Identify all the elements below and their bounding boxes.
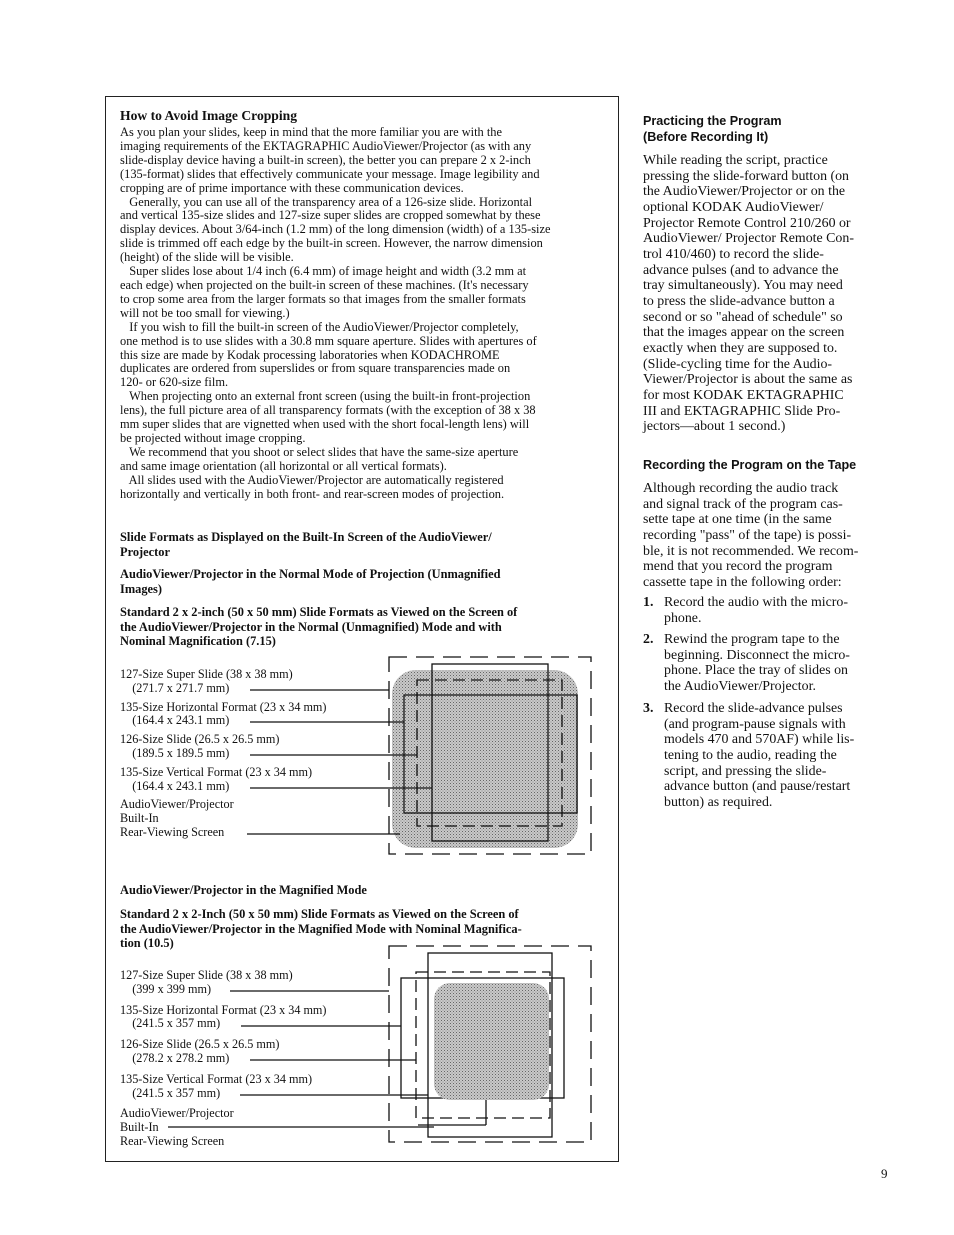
step-line: models 470 and 570AF) while lis- — [664, 732, 855, 748]
paragraph-line: be projected without image cropping. — [120, 430, 306, 445]
title-line: Projector — [120, 544, 170, 559]
paragraph-line: As you plan your slides, keep in mind that the more familiar you are with the — [120, 125, 502, 139]
paragraph-line: ble, it is not recommended. We recom- — [643, 543, 859, 559]
paragraph-line: recording "pass" of the tape) is possi- — [643, 527, 852, 543]
diagram-label: 127-Size Super Slide (38 x 38 mm) — [120, 968, 293, 982]
diagram-label: (241.5 x 357 mm) — [120, 1085, 221, 1100]
step-text — [664, 701, 894, 811]
paragraph-line: slide is trimmed off each edge by the built-in screen. However, the narrow dimension — [120, 236, 543, 251]
diagram-label: (189.5 x 189.5 mm) — [120, 745, 230, 760]
paragraph-line: one method is to use slides with a 30.8 mm square aperture. Slides with apertures of — [120, 333, 537, 348]
diagram-label: 126-Size Slide (26.5 x 26.5 mm) — [120, 1037, 280, 1052]
paragraph-line: jectors—about 1 second.) — [643, 419, 786, 435]
diagram-label: 135-Size Horizontal Format (23 x 34 mm) — [120, 699, 327, 714]
step-line: tening to the audio, reading the — [664, 747, 837, 763]
paragraph-line: cassette tape in the following order: — [643, 574, 842, 590]
step-line: Record the audio with the micro- — [664, 595, 848, 610]
diagram-label: 135-Size Horizontal Format (23 x 34 mm) — [120, 1002, 327, 1017]
paragraph-line: (height) of the slide will be visible. — [120, 250, 294, 265]
paragraph-line: 120- or 620-size film. — [120, 375, 229, 390]
page-number: 9 — [881, 1166, 888, 1181]
caption-line: Standard 2 x 2-Inch (50 x 50 mm) Slide Formats as Viewed on the Screen of — [120, 907, 519, 921]
heading-line: Practicing the Program — [643, 114, 782, 128]
recording-program-heading: Recording the Program on the Tape — [643, 458, 857, 472]
paragraph-line: that the images appear on the screen — [643, 325, 845, 341]
step-line: (and program-pause signals with — [664, 716, 846, 732]
caption-line: Nominal Magnification (7.15) — [120, 634, 276, 648]
title-line: AudioViewer/Projector in the Normal Mode of Projection (Unmagnified — [120, 567, 501, 581]
paragraph-line: pressing the slide-forward button (on — [643, 168, 849, 184]
paragraph-line: horizontally and vertically in both front- and rear-screen modes of projection. — [120, 486, 505, 501]
diagram-label: 127-Size Super Slide (38 x 38 mm) — [120, 667, 293, 681]
diagram-label: 135-Size Vertical Format (23 x 34 mm) — [120, 764, 313, 779]
paragraph-line: this size are made by Kodak processing laboratories when KODACHROME — [120, 347, 500, 362]
diagram-label: Built-In — [120, 1120, 159, 1135]
diagram-label: (164.4 x 243.1 mm) — [120, 778, 230, 793]
paragraph-line: Projector Remote Control 210/260 or — [643, 215, 851, 231]
paragraph-line: III and EKTAGRAPHIC Slide Pro- — [643, 403, 841, 419]
paragraph-line: While reading the script, practice — [643, 153, 828, 168]
paragraph-line: We recommend that you shoot or select slides that have the same-size aperture — [120, 444, 519, 459]
paragraph-line: and vertical 135-size slides and 127-size super slides are cropped somewhat by these — [120, 208, 541, 223]
magnified-mode-diagram — [168, 946, 591, 1142]
paragraph-line: and same image orientation (all horizontal or all vertical formats). — [120, 458, 447, 473]
paragraph-line: imaging requirements of the EKTAGRAPHIC AudioViewer/Projector (as with any — [120, 138, 532, 153]
step-number: 3. — [643, 701, 654, 716]
paragraph-line: (135-format) slides that effectively communicate your message. Image legibility and — [120, 166, 540, 181]
diagram-label: (164.4 x 243.1 mm) — [120, 713, 230, 728]
step-line: beginning. Disconnect the micro- — [664, 647, 850, 663]
title-line: Slide Formats as Displayed on the Built-In Screen of the AudioViewer/ — [120, 530, 492, 544]
paragraph-line: trol 410/460) to record the slide- — [643, 246, 824, 262]
paragraph-line: sette tape at one time (in the same — [643, 512, 832, 528]
paragraph-line: (Slide-cycling time for the Audio- — [643, 356, 833, 372]
section-heading-image-cropping: How to Avoid Image Cropping — [120, 108, 297, 123]
caption-line: tion (10.5) — [120, 936, 174, 950]
diagram-label: AudioViewer/Projector — [120, 1106, 234, 1121]
paragraph-line: slide-display device having a built-in screen), the better you can prepare 2 x 2-inch — [120, 152, 531, 167]
paragraph-line: and signal track of the program cas- — [643, 496, 843, 512]
paragraph-line: If you wish to fill the built-in screen of the AudioViewer/Projector completely, — [120, 319, 519, 334]
paragraph-line: second or so "ahead of schedule" so — [643, 309, 843, 325]
paragraph-line: exactly when they are supposed to. — [643, 340, 838, 356]
step-line: advance button (and pause/restart — [664, 779, 851, 795]
step-line: script, and pressing the slide- — [664, 763, 827, 779]
caption-line: the AudioViewer/Projector in the Normal (Unmagnified) Mode and with — [120, 619, 502, 634]
diagram-label: (399 x 399 mm) — [120, 981, 212, 996]
paragraph-line: When projecting onto an external front screen (using the built-in front-projection — [120, 389, 531, 404]
diagram-label: 135-Size Vertical Format (23 x 34 mm) — [120, 1071, 313, 1086]
paragraph-line: display devices. About 3/64-inch (1.2 mm) of the long dimension (width) of a 135-size — [120, 222, 551, 237]
recording-program-paragraph — [643, 481, 858, 591]
paragraph-line: lens), the full picture area of all transparency formats (with the exception of 38 x 38 — [120, 403, 536, 418]
diagram-label: AudioViewer/Projector — [120, 797, 234, 812]
diagram-label: (278.2 x 278.2 mm) — [120, 1050, 230, 1065]
paragraph-line: will not be too small for viewing.) — [120, 305, 290, 320]
paragraph-line: to press the slide-advance button a — [643, 293, 835, 309]
step-line: Rewind the program tape to the — [664, 632, 840, 647]
normal-mode-diagram — [247, 657, 591, 854]
magnified-mode-title: AudioViewer/Projector in the Magnified Mode — [120, 883, 367, 897]
caption-line: Standard 2 x 2-inch (50 x 50 mm) Slide Formats as Viewed on the Screen of — [120, 605, 518, 619]
diagram-label: (271.7 x 271.7 mm) — [120, 680, 230, 695]
diagram-label: Rear-Viewing Screen — [120, 1133, 225, 1148]
diagram-label: Built-In — [120, 811, 159, 826]
step-line: the AudioViewer/Projector. — [664, 678, 816, 694]
paragraph-line: each edge) when projected on the built-in screen of these machines. (It's necessary — [120, 277, 529, 292]
heading-line: (Before Recording It) — [643, 129, 769, 144]
title-line: Images) — [120, 581, 162, 596]
step-text — [664, 595, 894, 626]
paragraph-line: tray simultaneously). You may need — [643, 278, 843, 294]
step-line: phone. Place the tray of slides on — [664, 663, 849, 679]
diagram-label: (241.5 x 357 mm) — [120, 1016, 221, 1031]
paragraph-line: to crop some area from the larger formats so that images from the smaller formats — [120, 291, 526, 306]
paragraph-line: Generally, you can use all of the transparency area of a 126-size slide. Horizontal — [120, 194, 533, 209]
paragraph-line: optional KODAK AudioViewer/ — [643, 199, 824, 215]
paragraph-line: for most KODAK EKTAGRAPHIC — [643, 387, 844, 403]
paragraph-line: advance pulses (and to advance the — [643, 262, 839, 278]
diagram-label: Rear-Viewing Screen — [120, 824, 225, 839]
step-line: phone. — [664, 610, 702, 626]
step-line: button) as required. — [664, 794, 773, 810]
rear-screen-magnified — [434, 983, 549, 1100]
rear-screen-normal — [392, 670, 578, 848]
paragraph-line: duplicates are ordered from superslides or from square transparencies made on — [120, 361, 511, 376]
step-text — [664, 632, 894, 695]
paragraph-line: All slides used with the AudioViewer/Projector are automatically registered — [120, 472, 504, 487]
step-number: 2. — [643, 632, 654, 647]
diagram-label: 126-Size Slide (26.5 x 26.5 mm) — [120, 732, 280, 747]
paragraph-line: Super slides lose about 1/4 inch (6.4 mm) of image height and width (3.2 mm at — [120, 264, 527, 279]
paragraph-line: mm super slides that are vignetted when used with the short focal-length lens) will — [120, 417, 530, 432]
paragraph-line: mend that you record the program — [643, 559, 833, 575]
paragraph-line: Viewer/Projector is about the same as — [643, 372, 853, 388]
caption-line: the AudioViewer/Projector in the Magnified Mode with Nominal Magnifica- — [120, 921, 522, 936]
step-number: 1. — [643, 595, 654, 610]
practicing-program-heading — [643, 114, 782, 145]
practicing-program-paragraph — [643, 153, 854, 435]
step-line: Record the slide-advance pulses — [664, 701, 843, 716]
paragraph-line: cropping are of prime importance with these communication devices. — [120, 180, 464, 195]
paragraph-line: AudioViewer/ Projector Remote Con- — [643, 231, 854, 247]
paragraph-line: Although recording the audio track — [643, 481, 839, 496]
paragraph-line: the AudioViewer/Projector or on the — [643, 184, 846, 200]
